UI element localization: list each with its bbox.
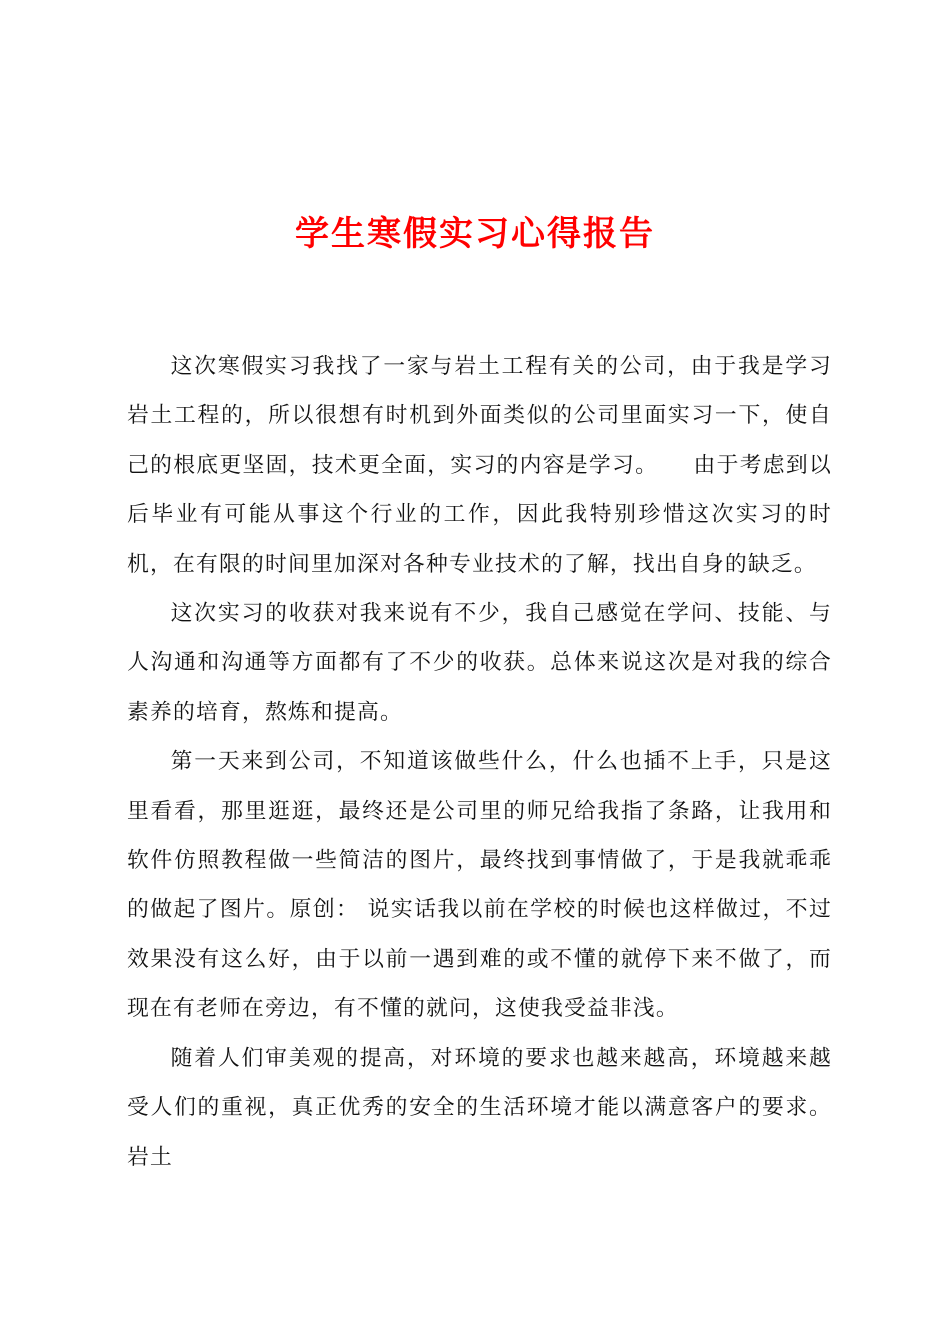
paragraph-4: 随着人们审美观的提高，对环境的要求也越来越高，环境越来越受人们的重视，真正优秀的安全的生活环境才能以满意客户的要求。岩土 (127, 1045, 832, 1170)
paragraph-3: 第一天来到公司，不知道该做些什么，什么也插不上手，只是这里看看，那里逛逛，最终还是公司里的师兄给我指了条路，让我用和软件仿照教程做一些简洁的图片，最终找到事情做了，于是我就乖乖的做起了图片。原创： 说实话我以前在学校的时候也这样做过，不过效果没有这么好，由于以前一遇到难的或不懂的就停下来不做了，而现在有老师在旁边，有不懂的就问，这使我受益非浅。 (127, 749, 832, 1022)
paragraph-1: 这次寒假实习我找了一家与岩土工程有关的公司，由于我是学习岩土工程的，所以很想有时机到外面类似的公司里面实习一下，使自己的根底更坚固，技术更全面，实习的内容是学习。 由于考虑到以后毕业有可能从事这个行业的工作，因此我特别珍惜这次实习的时机，在有限的时间里加深对各种专业技术的了解，找出自身的缺乏。 (127, 354, 832, 577)
document-title: 学生寒假实习心得报告 (295, 214, 655, 254)
paragraph-2: 这次实习的收获对我来说有不少，我自己感觉在学问、技能、与人沟通和沟通等方面都有了不少的收获。总体来说这次是对我的综合素养的培育，熬炼和提高。 (127, 601, 832, 725)
document-body (127, 342, 832, 1182)
